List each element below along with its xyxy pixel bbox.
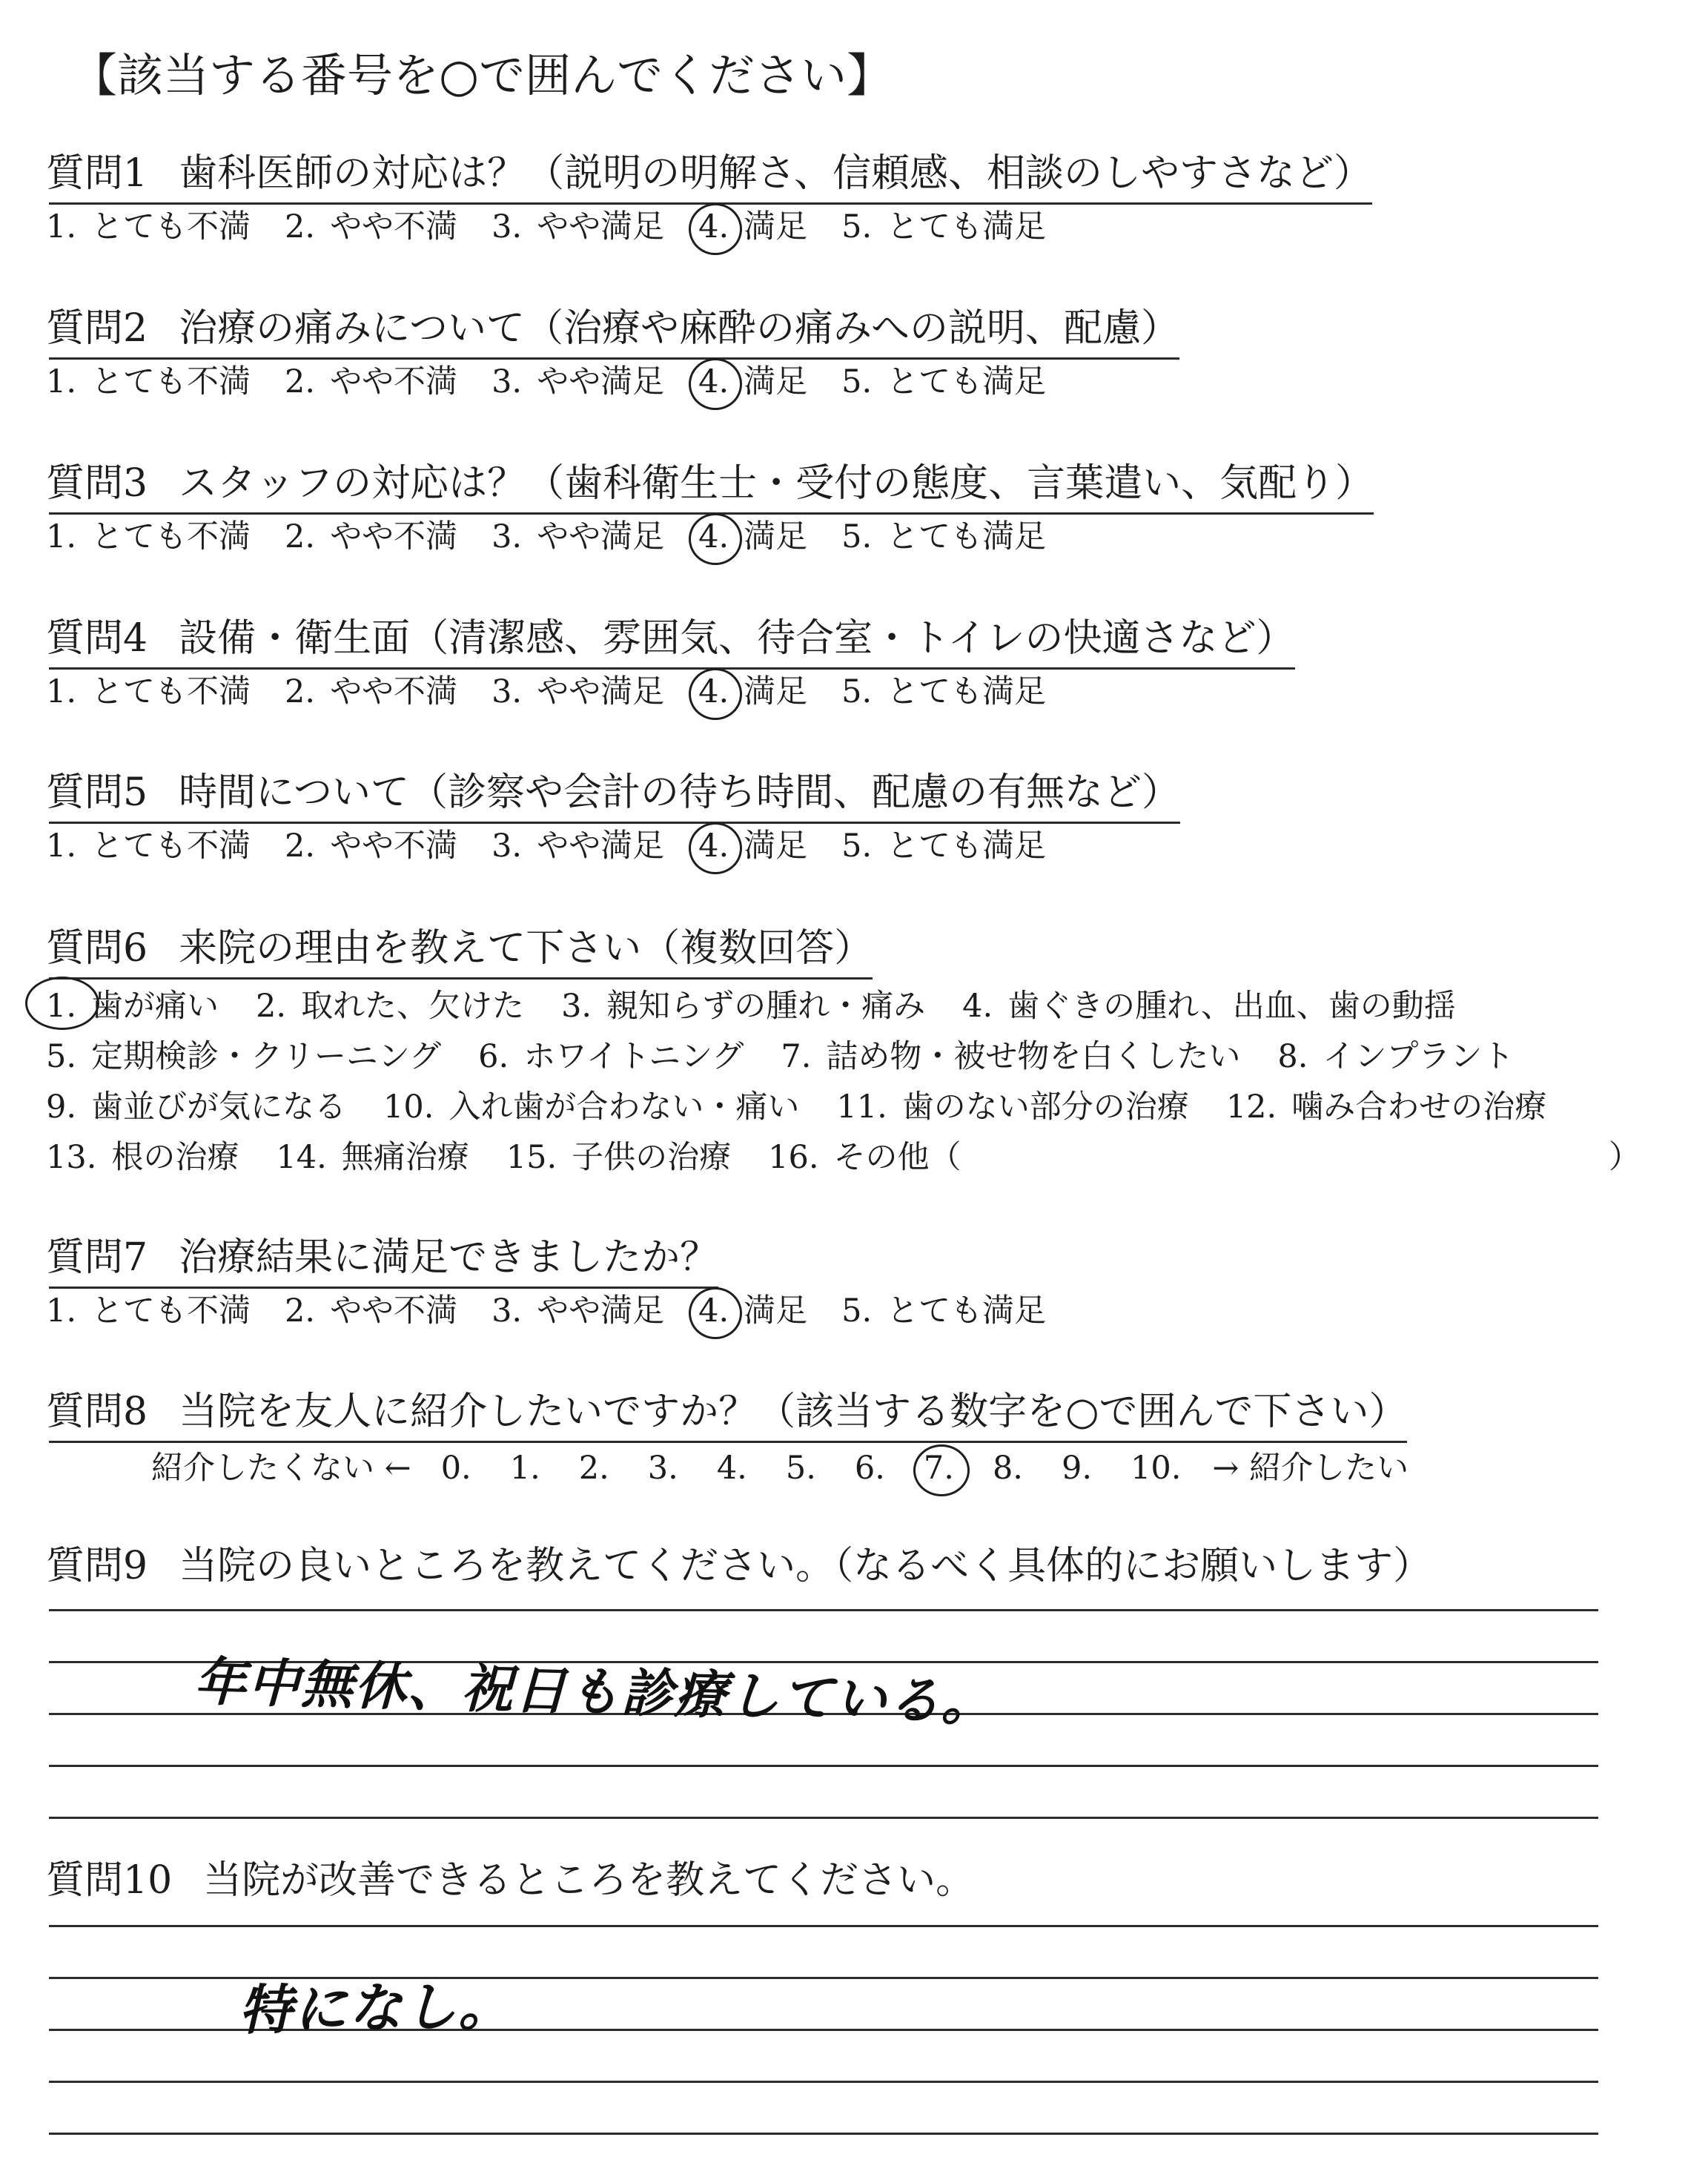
- option-number: 2.: [285, 1292, 316, 1330]
- question-2-label: 質問2: [46, 306, 148, 351]
- reason-number: 9.: [46, 1089, 77, 1126]
- reason-label: 子供の治療: [572, 1139, 732, 1176]
- reason-label: 入れ歯が合わない・痛い: [448, 1089, 800, 1126]
- reason-15[interactable]: [506, 1132, 731, 1183]
- option-label: やや満足: [537, 518, 665, 555]
- option-label: とても不満: [91, 828, 251, 865]
- question-7-heading: [46, 1232, 718, 1286]
- option-label: とても満足: [887, 518, 1047, 555]
- scale-value-1[interactable]: 1.: [509, 1450, 540, 1487]
- question-9: [46, 1541, 1662, 1594]
- reasons-line-1: [46, 981, 1662, 1031]
- question-3-label: 質問3: [46, 461, 148, 506]
- option-number: 3.: [491, 518, 523, 555]
- option-label: とても満足: [887, 673, 1047, 710]
- reason-label: 取れた、欠けた: [301, 988, 525, 1025]
- reason-7[interactable]: [781, 1031, 1240, 1082]
- answer-line: [49, 1765, 1598, 1767]
- scale-value-2[interactable]: 2.: [578, 1450, 609, 1487]
- question-9-handwritten-answer: 年中無休、祝日も診療している。: [193, 1651, 996, 1734]
- reason-4[interactable]: [962, 981, 1456, 1031]
- question-1: [46, 148, 1662, 248]
- reason-5[interactable]: [46, 1031, 441, 1082]
- form-title: 【該当する番号を○で囲んでください】: [71, 48, 893, 102]
- reason-number: 14.: [276, 1139, 327, 1176]
- reason-label: 歯ぐきの腫れ、出血、歯の動揺: [1007, 988, 1456, 1025]
- reason-9[interactable]: [46, 1082, 346, 1132]
- reason-label: インプラント: [1323, 1038, 1515, 1075]
- question-6-text: 来院の理由を教えて下さい（複数回答）: [179, 926, 873, 971]
- reason-16[interactable]: [768, 1132, 961, 1183]
- question-2: [46, 303, 1662, 403]
- option-3[interactable]: [491, 206, 664, 248]
- scale-value-8[interactable]: 8.: [992, 1450, 1023, 1487]
- option-number: 5.: [841, 363, 873, 400]
- question-9-label: 質問9: [46, 1544, 148, 1588]
- question-3-text: スタッフの対応は？（歯科衛生士・受付の態度、言葉遣い、気配り）: [179, 461, 1374, 506]
- option-label: 満足: [744, 518, 808, 555]
- question-7-options: [46, 1290, 1662, 1332]
- option-1[interactable]: [46, 671, 251, 713]
- option-number: 4.: [698, 361, 729, 403]
- scale-value-10[interactable]: 10.: [1131, 1450, 1182, 1487]
- reason-6[interactable]: [478, 1031, 744, 1082]
- question-4-options: [46, 671, 1662, 713]
- question-10-answer-area[interactable]: [49, 1925, 1598, 2147]
- question-2-text: 治療の痛みについて（治療や麻酔の痛みへの説明、配慮）: [179, 306, 1180, 351]
- option-label: やや不満: [330, 518, 458, 555]
- option-label: とても不満: [91, 363, 251, 400]
- option-3[interactable]: [491, 516, 664, 558]
- option-5[interactable]: [841, 361, 1046, 403]
- question-6-reasons: [46, 981, 1662, 1183]
- question-1-label: 質問1: [46, 151, 148, 196]
- option-number: 3.: [491, 1292, 523, 1330]
- reason-label: 噛み合わせの治療: [1291, 1089, 1547, 1126]
- reason-number: 13.: [46, 1139, 97, 1176]
- question-3-heading: [46, 458, 1374, 512]
- question-8: [46, 1387, 1662, 1489]
- option-2[interactable]: [285, 671, 457, 713]
- question-9-answer-area[interactable]: [49, 1609, 1598, 1824]
- scale-value-6[interactable]: 6.: [854, 1450, 885, 1487]
- question-10-heading: [46, 1855, 974, 1909]
- option-number: 4.: [698, 1290, 729, 1332]
- option-label: とても満足: [887, 208, 1047, 245]
- option-label: とても不満: [91, 208, 251, 245]
- option-2[interactable]: [285, 206, 457, 248]
- question-8-label: 質問8: [46, 1390, 148, 1434]
- option-label: やや満足: [537, 208, 665, 245]
- reason-number: 4.: [962, 988, 993, 1025]
- option-4[interactable]: [698, 206, 807, 248]
- option-number: 2.: [285, 828, 316, 865]
- reason-label: 歯が痛い: [91, 988, 219, 1025]
- option-5[interactable]: [841, 671, 1046, 713]
- question-6-label: 質問6: [46, 926, 148, 971]
- option-number: 3.: [491, 363, 523, 400]
- option-label: やや満足: [537, 1292, 665, 1330]
- option-number: 4.: [698, 671, 729, 713]
- option-number: 3.: [491, 208, 523, 245]
- question-7-underline: [49, 1287, 718, 1289]
- question-9-text: 当院の良いところを教えてください。（なるべく具体的にお願いします）: [179, 1544, 1432, 1588]
- option-number: 5.: [841, 828, 873, 865]
- option-number: 3.: [491, 828, 523, 865]
- reasons-line-3: [46, 1082, 1662, 1132]
- question-9-heading: [46, 1541, 1431, 1594]
- option-label: 満足: [744, 208, 808, 245]
- reason-1[interactable]: [46, 981, 219, 1031]
- option-label: やや満足: [537, 828, 665, 865]
- scale-values: [441, 1447, 1220, 1489]
- question-4: [46, 613, 1662, 713]
- reason-number: 12.: [1225, 1089, 1277, 1126]
- option-label: やや不満: [330, 208, 458, 245]
- reason-3[interactable]: [561, 981, 925, 1031]
- option-3[interactable]: [491, 671, 664, 713]
- question-5-options: [46, 825, 1662, 867]
- reason-number: 7.: [781, 1038, 812, 1075]
- question-10: [46, 1855, 1662, 1909]
- question-1-text: 歯科医師の対応は？（説明の明解さ、信頼感、相談のしやすさなど）: [179, 151, 1373, 196]
- question-2-options: [46, 361, 1662, 403]
- question-7-text: 治療結果に満足できましたか？: [179, 1235, 719, 1280]
- question-5-text: 時間について（診察や会計の待ち時間、配慮の有無など）: [179, 770, 1181, 815]
- reason-number: 2.: [256, 988, 287, 1025]
- reason-label: ホワイトニング: [523, 1038, 744, 1075]
- option-label: やや不満: [330, 1292, 458, 1330]
- question-6-heading: [46, 923, 873, 977]
- scale-value-0[interactable]: 0.: [440, 1450, 471, 1487]
- reason-10[interactable]: [383, 1082, 799, 1132]
- reason-number: 8.: [1277, 1038, 1308, 1075]
- reason-label: 歯のない部分の治療: [901, 1089, 1189, 1126]
- option-label: とても満足: [887, 363, 1047, 400]
- question-5-heading: [46, 767, 1180, 821]
- option-label: とても満足: [887, 828, 1047, 865]
- option-number: 1.: [46, 518, 77, 555]
- option-2[interactable]: [285, 825, 457, 867]
- option-number: 1.: [46, 1292, 77, 1330]
- option-label: やや満足: [537, 673, 665, 710]
- option-label: とても不満: [91, 673, 251, 710]
- reason-number: 15.: [506, 1139, 557, 1176]
- reason-number: 16.: [768, 1139, 819, 1176]
- reasons-line-4: [46, 1132, 1662, 1183]
- reason-14[interactable]: [276, 1132, 469, 1183]
- option-label: 満足: [744, 673, 808, 710]
- option-number: 1.: [46, 363, 77, 400]
- recommend-scale: [151, 1447, 1662, 1489]
- answer-line: [49, 1925, 1598, 1927]
- option-3[interactable]: [491, 1290, 664, 1332]
- option-2[interactable]: [285, 361, 457, 403]
- question-5-label: 質問5: [46, 770, 148, 815]
- question-4-underline: [49, 667, 1295, 670]
- option-2[interactable]: [285, 516, 457, 558]
- option-1[interactable]: [46, 206, 251, 248]
- option-number: 2.: [285, 673, 316, 710]
- option-number: 1.: [46, 828, 77, 865]
- option-1[interactable]: [46, 1290, 251, 1332]
- option-number: 2.: [285, 363, 316, 400]
- option-4[interactable]: [698, 671, 807, 713]
- question-4-label: 質問4: [46, 616, 148, 661]
- option-number: 4.: [698, 516, 729, 558]
- option-3[interactable]: [491, 825, 664, 867]
- option-label: とても不満: [91, 518, 251, 555]
- option-number: 2.: [285, 518, 316, 555]
- option-label: やや満足: [537, 363, 665, 400]
- reason-2[interactable]: [256, 981, 524, 1031]
- option-5[interactable]: [841, 825, 1046, 867]
- option-4[interactable]: [698, 1290, 807, 1332]
- answer-line: [49, 2081, 1598, 2083]
- reason-label: 根の治療: [111, 1139, 239, 1176]
- option-5[interactable]: [841, 516, 1046, 558]
- option-number: 1.: [46, 673, 77, 710]
- reason-label: 無痛治療: [341, 1139, 469, 1176]
- option-number: 3.: [491, 673, 523, 710]
- option-number: 5.: [841, 208, 873, 245]
- option-label: とても不満: [91, 1292, 251, 1330]
- scale-value-3[interactable]: 3.: [647, 1450, 678, 1487]
- question-4-text: 設備・衛生面（清潔感、雰囲気、待合室・トイレの快適さなど）: [179, 616, 1295, 661]
- option-5[interactable]: [841, 1290, 1046, 1332]
- question-1-heading: [46, 148, 1372, 202]
- option-5[interactable]: [841, 206, 1046, 248]
- answer-line: [49, 1609, 1598, 1611]
- reason-12[interactable]: [1226, 1082, 1546, 1132]
- option-number: 4.: [698, 206, 729, 248]
- question-3-options: [46, 516, 1662, 558]
- other-close-paren: ）: [1609, 1139, 1641, 1176]
- reason-number: 1.: [46, 981, 76, 1031]
- option-label: 満足: [744, 828, 808, 865]
- reasons-line-2: [46, 1031, 1662, 1082]
- scale-left-label: 紹介したくない ←: [151, 1450, 411, 1487]
- question-10-handwritten-answer: 特になし。: [238, 1974, 514, 2042]
- reason-number: 6.: [478, 1038, 509, 1075]
- scale-value-5[interactable]: 5.: [785, 1450, 816, 1487]
- scale-value-4[interactable]: 4.: [716, 1450, 747, 1487]
- option-number: 5.: [841, 673, 873, 710]
- option-number: 1.: [46, 208, 77, 245]
- option-label: 満足: [744, 363, 808, 400]
- option-label: 満足: [744, 1292, 808, 1330]
- question-5: [46, 767, 1662, 867]
- reason-8[interactable]: [1277, 1031, 1514, 1082]
- scale-value-9[interactable]: 9.: [1061, 1450, 1093, 1487]
- option-4[interactable]: [698, 516, 807, 558]
- option-4[interactable]: [698, 825, 807, 867]
- reason-label: 歯並びが気になる: [91, 1089, 347, 1126]
- option-3[interactable]: [491, 361, 664, 403]
- question-8-text: 当院を友人に紹介したいですか？（該当する数字を○で囲んで下さい）: [179, 1390, 1408, 1434]
- option-1[interactable]: [46, 361, 251, 403]
- reason-number: 5.: [46, 1038, 77, 1075]
- option-2[interactable]: [285, 1290, 457, 1332]
- option-label: やや不満: [330, 673, 458, 710]
- reason-number: 10.: [383, 1089, 434, 1126]
- option-number: 4.: [698, 825, 729, 867]
- scale-right-label: → 紹介したい: [1212, 1450, 1409, 1487]
- reason-label: 親知らずの腫れ・痛み: [606, 988, 926, 1025]
- option-1[interactable]: [46, 825, 251, 867]
- question-8-heading: [46, 1387, 1407, 1440]
- question-4-heading: [46, 613, 1295, 667]
- scale-value-7[interactable]: 7.: [924, 1447, 954, 1489]
- question-10-label: 質問10: [46, 1858, 173, 1903]
- question-6-underline: [49, 977, 873, 980]
- option-1[interactable]: [46, 516, 251, 558]
- question-7-label: 質問7: [46, 1235, 148, 1280]
- option-label: やや不満: [330, 828, 458, 865]
- question-5-underline: [49, 822, 1180, 824]
- question-7: [46, 1232, 1662, 1332]
- answer-line: [49, 1817, 1598, 1819]
- option-label: とても満足: [887, 1292, 1047, 1330]
- question-2-heading: [46, 303, 1179, 357]
- answer-line: [49, 2133, 1598, 2135]
- question-10-text: 当院が改善できるところを教えてください。: [203, 1858, 975, 1903]
- reason-number: 3.: [561, 988, 592, 1025]
- question-6: [46, 923, 1662, 1183]
- option-4[interactable]: [698, 361, 807, 403]
- option-number: 5.: [841, 518, 873, 555]
- question-3: [46, 458, 1662, 558]
- option-number: 5.: [841, 1292, 873, 1330]
- reason-13[interactable]: [46, 1132, 239, 1183]
- option-label: やや不満: [330, 363, 458, 400]
- reason-label: 詰め物・被せ物を白くしたい: [826, 1038, 1241, 1075]
- question-2-underline: [49, 357, 1179, 360]
- question-8-underline: [49, 1441, 1407, 1443]
- reason-label: その他（: [833, 1139, 961, 1176]
- reason-11[interactable]: [836, 1082, 1188, 1132]
- reason-label: 定期検診・クリーニング: [91, 1038, 442, 1075]
- option-number: 2.: [285, 208, 316, 245]
- reason-number: 11.: [836, 1089, 887, 1126]
- question-1-options: [46, 206, 1662, 248]
